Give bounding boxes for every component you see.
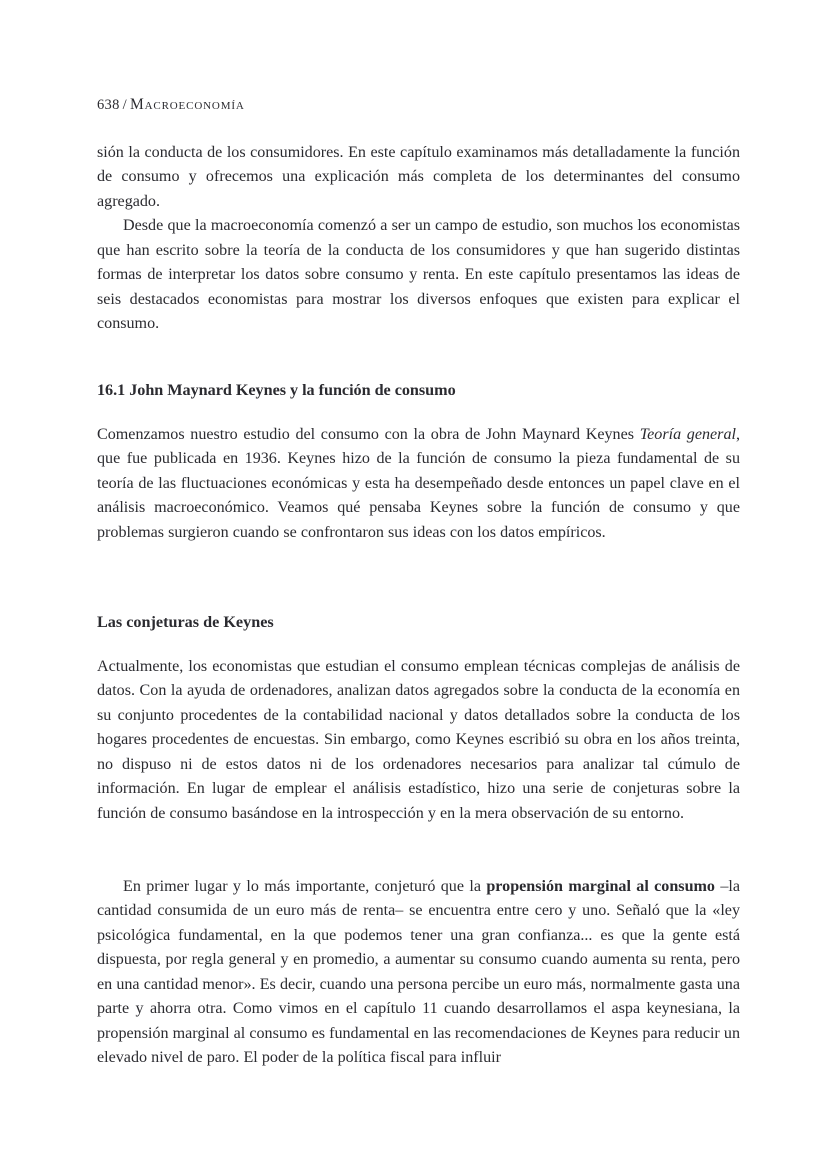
- running-head-separator: /: [122, 97, 127, 113]
- paragraph-5-text-lead: En primer lugar y lo más importante, conjeturó que la: [123, 878, 487, 895]
- paragraph-3-text-lead: Comenzamos nuestro estudio del consumo con la obra de John Maynard Keynes: [97, 426, 640, 443]
- section-heading-16-1: 16.1 John Maynard Keynes y la función de consumo: [97, 381, 456, 399]
- paragraph-block-3: [97, 423, 740, 545]
- key-term-propension-marginal: propensión marginal al consumo: [486, 878, 715, 895]
- book-title-italic: Teoría general: [639, 426, 736, 443]
- running-head-book-title: Macroeconomía: [129, 96, 245, 113]
- running-head: [97, 96, 740, 114]
- paragraph-block-1: [97, 141, 740, 214]
- body-paragraph-actualmente: Actualmente, los economistas que estudian el consumo emplean técnicas complejas de análisis de datos. Con la ayuda de ordenadores, analizan datos agregados sobre la conducta de la economía en su conjunto procedentes de la contabilidad nacional y datos detallados sobre la conducta de los hogares procedentes de encuestas. Sin embargo, como Keynes escribió su obra en los años treinta, no dispuso ni de estos datos ni de los ordenadores necesarios para analizar tal cúmulo de información. En lugar de emplear el análisis estadístico, hizo una serie de conjeturas sobre la función de consumo basándose en la introspección y en la mera observación de su entorno.: [97, 658, 740, 822]
- page-folio-number: 638: [97, 97, 120, 113]
- paragraph-block-5: [97, 875, 740, 1071]
- sub-heading-block: [97, 611, 740, 633]
- body-paragraph-en-primer-lugar: [97, 875, 740, 1071]
- body-paragraph-comenzamos: [97, 423, 740, 545]
- section-heading-block: [97, 379, 740, 401]
- paragraph-block-2: [97, 214, 740, 336]
- paragraph-5-text-tail: –la cantidad consumida de un euro más de renta– se encuentra entre cero y uno. Señaló que la «ley psicológica fundamental, en la que podemos tener una gran confianza... es que la gente está dispuesta, por regla general y en promedio, a aumentar su consumo cuando aumenta su renta, pero en una cantidad menor». Es decir, cuando una persona percibe un euro más, normalmente gasta una parte y ahorra otra. Como vimos en el capítulo 11 cuando desarrollamos el aspa keynesiana, la propensión marginal al consumo es fundamental en las recomendaciones de Keynes para reducir un elevado nivel de paro. El poder de la política fiscal para influir: [97, 878, 740, 1067]
- paragraph-3-text-tail: , que fue publicada en 1936. Keynes hizo de la función de consumo la pieza fundamental de su teoría de las fluctuaciones económicas y esta ha desempeñado desde entonces un papel clave en el análisis macroeconómico. Veamos qué pensaba Keynes sobre la función de consumo y que problemas surgieron cuando se confrontaron sus ideas con los datos empíricos.: [97, 426, 740, 541]
- body-paragraph-desde-que: Desde que la macroeconomía comenzó a ser un campo de estudio, son muchos los economistas que han escrito sobre la teoría de la conducta de los consumidores y que han sugerido distintas formas de interpretar los datos sobre consumo y renta. En este capítulo presentamos las ideas de seis destacados economistas para mostrar los diversos enfoques que existen para explicar el consumo.: [97, 217, 740, 333]
- sub-heading-conjeturas-keynes: Las conjeturas de Keynes: [97, 613, 274, 631]
- body-paragraph-continuation: sión la conducta de los consumidores. En este capítulo examinamos más detalladamente la función de consumo y ofrecemos una explicación más completa de los determinantes del consumo agregado.: [97, 144, 740, 210]
- paragraph-block-4: [97, 655, 740, 826]
